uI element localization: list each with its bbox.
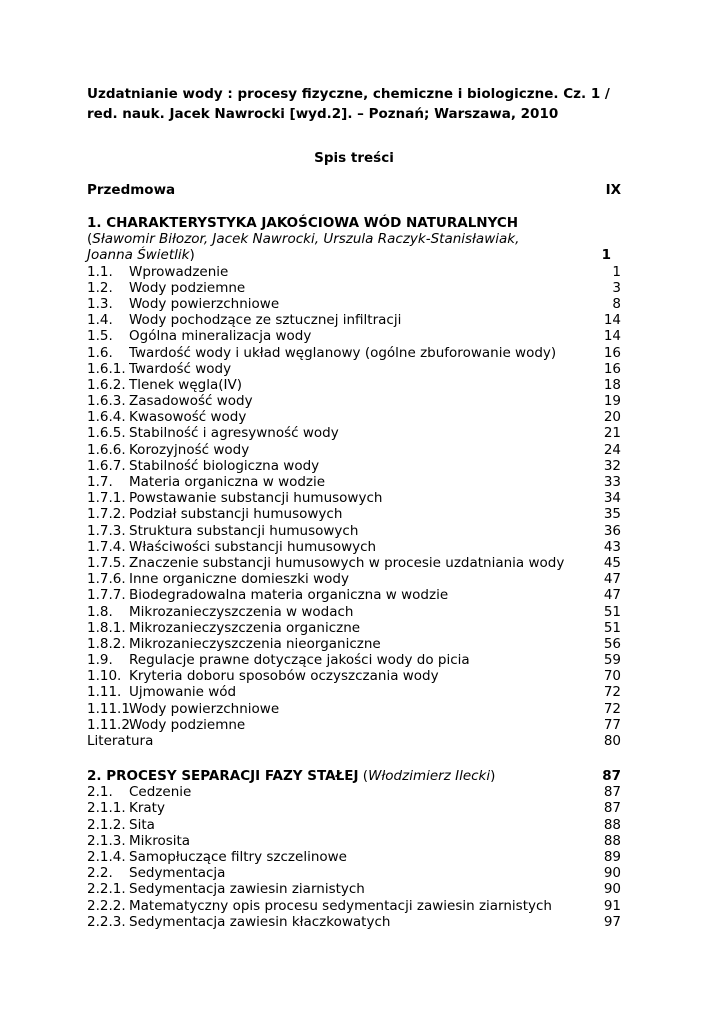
toc-entry-number: 1.8.2. xyxy=(87,635,126,652)
toc-entry-title: Samopłuczące filtry szczelinowe xyxy=(129,848,347,865)
toc-entry-title: Regulacje prawne dotyczące jakości wody do picia xyxy=(129,652,470,669)
toc-entry-title: Wody pochodzące ze sztucznej infiltracji xyxy=(129,312,402,329)
toc-entry-title: Twardość wody xyxy=(129,360,232,377)
toc-entry-number: 2.1.2. xyxy=(87,816,126,833)
toc-entry xyxy=(87,377,621,393)
toc-entry-number: 1.6.1. xyxy=(87,360,126,377)
toc-entry-title: Sita xyxy=(129,816,155,833)
toc-entry-title: Znaczenie substancji humusowych w procesie uzdatniania wody xyxy=(129,554,565,571)
toc-entry xyxy=(87,898,621,914)
toc-entry-number: 1.6. xyxy=(87,344,113,361)
toc-entry-number: 2.2.2. xyxy=(87,897,126,914)
preface-entry xyxy=(87,182,621,198)
toc-entry-title: Ogólna mineralizacja wody xyxy=(129,328,312,345)
toc-entry-title: Kraty xyxy=(129,800,165,817)
toc-entry-page: 91 xyxy=(603,897,621,914)
toc-entry-number: 2.2. xyxy=(87,865,113,882)
toc-entry-title: Mikrozanieczyszczenia nieorganiczne xyxy=(129,635,381,652)
toc-entry xyxy=(87,800,621,816)
toc-entry-page: 45 xyxy=(603,554,621,571)
toc-entry-number: 2.1.4. xyxy=(87,848,126,865)
toc-entry xyxy=(87,280,621,296)
toc-entry-number: 1.7.6. xyxy=(87,571,126,588)
chapter-1-items xyxy=(87,264,621,733)
toc-entry-page: 87 xyxy=(603,784,621,801)
bibliographic-header xyxy=(87,84,621,124)
toc-entry-number: 1.9. xyxy=(87,652,113,669)
toc-entry-title: Struktura substancji humusowych xyxy=(129,522,359,539)
literature-page: 80 xyxy=(603,733,621,749)
toc-entry-page: 90 xyxy=(603,865,621,882)
toc-entry xyxy=(87,345,621,361)
toc-entry-page: 36 xyxy=(603,522,621,539)
toc-entry xyxy=(87,865,621,881)
toc-entry xyxy=(87,425,621,441)
chapter-1-literature xyxy=(87,733,621,749)
toc-entry xyxy=(87,717,621,733)
toc-entry-number: 1.7.2. xyxy=(87,506,126,523)
toc-entry-page: 89 xyxy=(603,848,621,865)
paren-open: ( xyxy=(87,231,93,248)
toc-entry xyxy=(87,555,621,571)
toc-entry-page: 19 xyxy=(603,393,621,410)
toc-entry-number: 2.1.3. xyxy=(87,832,126,849)
header-line-2: red. nauk. Jacek Nawrocki [wyd.2]. – Poznań; Warszawa, 2010 xyxy=(87,106,559,122)
toc-entry-number: 1.7.5. xyxy=(87,554,126,571)
toc-entry-page: 3 xyxy=(612,279,621,296)
toc-entry-page: 87 xyxy=(603,800,621,817)
toc-entry xyxy=(87,442,621,458)
toc-entry xyxy=(87,914,621,930)
toc-entry-page: 16 xyxy=(603,360,621,377)
toc-entry-title: Sedymentacja zawiesin kłaczkowatych xyxy=(129,913,391,930)
toc-entry xyxy=(87,620,621,636)
toc-entry-page: 24 xyxy=(603,441,621,458)
chapter-2-page: 87 xyxy=(602,768,621,784)
toc-entry-title: Materia organiczna w wodzie xyxy=(129,474,326,490)
toc-entry-title: Sedymentacja zawiesin ziarnistych xyxy=(129,881,365,898)
toc-entry-page: 20 xyxy=(603,409,621,426)
toc-entry xyxy=(87,849,621,865)
toc-entry xyxy=(87,668,621,684)
toc-entry-title: Wprowadzenie xyxy=(129,263,229,280)
toc-entry xyxy=(87,506,621,522)
toc-entry-page: 47 xyxy=(603,587,621,604)
paren-open: ( xyxy=(358,768,369,784)
toc-entry xyxy=(87,474,621,490)
toc-entry-number: 1.5. xyxy=(87,328,113,345)
toc-entry xyxy=(87,458,621,474)
chapter-2-items xyxy=(87,784,621,930)
toc-entry-number: 1.10. xyxy=(87,668,122,685)
toc-entry-number: 1.6.6. xyxy=(87,441,126,458)
toc-entry-page: 16 xyxy=(603,344,621,361)
toc-entry-title: Mikrozanieczyszczenia w wodach xyxy=(129,603,354,620)
toc-entry-page: 56 xyxy=(603,635,621,652)
chapter-1-authors-2: Joanna Świetlik xyxy=(87,247,190,264)
toc-entry xyxy=(87,539,621,555)
toc-entry-number: 1.7.4. xyxy=(87,538,126,555)
toc-entry-page: 72 xyxy=(603,700,621,717)
toc-title: Spis treści xyxy=(314,150,394,166)
toc-entry xyxy=(87,604,621,620)
toc-entry-page: 32 xyxy=(603,457,621,474)
toc-entry xyxy=(87,636,621,652)
toc-entry-title: Matematyczny opis procesu sedymentacji zawiesin ziarnistych xyxy=(129,897,552,914)
chapter-1-authors-line-1 xyxy=(87,231,621,247)
toc-entry-title: Wody powierzchniowe xyxy=(129,295,280,312)
preface-page: IX xyxy=(605,182,621,198)
toc-entry-page: 34 xyxy=(603,490,621,507)
chapter-2-section xyxy=(87,768,621,930)
preface-label: Przedmowa xyxy=(87,182,176,198)
toc-entry-number: 1.3. xyxy=(87,295,113,312)
toc-entry-title: Stabilność biologiczna wody xyxy=(129,457,320,474)
toc-entry xyxy=(87,312,621,328)
toc-entry xyxy=(87,264,621,280)
toc-entry xyxy=(87,817,621,833)
toc-entry-title: Inne organiczne domieszki wody xyxy=(129,571,349,588)
toc-entry xyxy=(87,328,621,344)
toc-entry-number: 1.6.2. xyxy=(87,376,126,393)
toc-entry-page: 59 xyxy=(603,652,621,669)
toc-entry-page: 51 xyxy=(603,603,621,620)
toc-entry-page: 14 xyxy=(603,328,621,345)
toc-entry-page: 43 xyxy=(603,538,621,555)
toc-entry-title: Podział substancji humusowych xyxy=(129,506,343,523)
toc-entry-page: 90 xyxy=(603,881,621,898)
toc-entry-number: 1.7.3. xyxy=(87,522,126,539)
toc-entry xyxy=(87,490,621,506)
toc-entry xyxy=(87,296,621,312)
toc-entry-number: 1.2. xyxy=(87,279,113,296)
toc-entry-title: Korozyjność wody xyxy=(129,441,250,458)
toc-entry-number: 2.2.1. xyxy=(87,881,126,898)
toc-entry-title: Wody podziemne xyxy=(129,279,246,296)
toc-entry-title: Mikrosita xyxy=(129,832,191,849)
toc-entry-number: 1.6.3. xyxy=(87,393,126,410)
toc-entry-title: Zasadowość wody xyxy=(129,393,253,410)
toc-entry-page: 97 xyxy=(603,913,621,930)
chapter-2-author: Włodzimierz Ilecki xyxy=(368,768,491,784)
toc-entry-number: 1.8.1. xyxy=(87,619,126,636)
toc-entry xyxy=(87,833,621,849)
toc-entry xyxy=(87,409,621,425)
chapter-1-authors-line-2 xyxy=(87,247,621,263)
toc-entry-page: 14 xyxy=(603,312,621,329)
toc-entry-title: Kryteria doboru sposobów oczyszczania wody xyxy=(129,668,439,685)
literature-label: Literatura xyxy=(87,733,154,749)
toc-entry-title: Tlenek węgla(IV) xyxy=(129,376,242,393)
toc-entry xyxy=(87,361,621,377)
toc-entry xyxy=(87,571,621,587)
toc-entry-number: 2.1. xyxy=(87,784,113,801)
toc-entry-title: Kwasowość wody xyxy=(129,409,247,426)
toc-entry-title: Mikrozanieczyszczenia organiczne xyxy=(129,619,361,636)
toc-entry xyxy=(87,587,621,603)
toc-entry-number: 1.11.2. xyxy=(87,716,135,733)
toc-entry-number: 1.11.1. xyxy=(87,700,135,717)
toc-entry-page: 21 xyxy=(603,425,621,442)
toc-entry-number: 1.7. xyxy=(87,474,113,490)
toc-entry-page: 70 xyxy=(603,668,621,685)
toc-entry-page: 8 xyxy=(612,295,621,312)
chapter-1-section xyxy=(87,215,621,749)
paren-close: ) xyxy=(189,247,195,264)
toc-entry-title: Ujmowanie wód xyxy=(129,684,237,701)
chapter-1-page: 1 xyxy=(601,247,611,264)
toc-entry-number: 1.1. xyxy=(87,263,113,280)
toc-entry-title: Powstawanie substancji humusowych xyxy=(129,490,383,507)
toc-entry-page: 18 xyxy=(603,376,621,393)
toc-entry-page: 51 xyxy=(603,619,621,636)
toc-entry xyxy=(87,784,621,800)
toc-entry-page: 88 xyxy=(603,832,621,849)
toc-entry-number: 1.7.7. xyxy=(87,587,126,604)
toc-entry-title: Stabilność i agresywność wody xyxy=(129,425,339,442)
toc-entry-number: 1.8. xyxy=(87,603,113,620)
header-line-1: Uzdatnianie wody : procesy fizyczne, chemiczne i biologiczne. Cz. 1 / xyxy=(87,86,610,102)
toc-entry-title: Biodegradowalna materia organiczna w wodzie xyxy=(129,587,449,604)
toc-entry-title: Wody podziemne xyxy=(129,716,246,733)
toc-entry-title: Wody powierzchniowe xyxy=(129,700,280,717)
toc-entry-title: Sedymentacja xyxy=(129,865,226,882)
toc-entry-page: 88 xyxy=(603,816,621,833)
toc-entry-number: 1.6.7. xyxy=(87,457,126,474)
toc-entry-page: 35 xyxy=(603,506,621,523)
toc-entry-number: 1.6.4. xyxy=(87,409,126,426)
toc-entry-page: 33 xyxy=(603,474,621,490)
toc-entry xyxy=(87,684,621,700)
chapter-1-title: 1. CHARAKTERYSTYKA JAKOŚCIOWA WÓD NATURALNYCH xyxy=(87,215,519,231)
toc-entry-number: 1.4. xyxy=(87,312,113,329)
toc-entry-title: Twardość wody i układ węglanowy (ogólne zbuforowanie wody) xyxy=(129,344,557,361)
toc-entry xyxy=(87,393,621,409)
chapter-2-title: 2. PROCESY SEPARACJI FAZY STAŁEJ xyxy=(87,768,359,784)
chapter-1-authors-1: Sławomir Biłozor, Jacek Nawrocki, Urszula Raczyk-Stanisławiak, xyxy=(92,231,520,248)
toc-entry-number: 1.11. xyxy=(87,684,122,701)
toc-entry xyxy=(87,523,621,539)
toc-entry-page: 47 xyxy=(603,571,621,588)
toc-entry xyxy=(87,701,621,717)
toc-entry-title: Właściwości substancji humusowych xyxy=(129,538,377,555)
toc-entry-page: 77 xyxy=(603,716,621,733)
paren-close: ) xyxy=(490,768,496,784)
toc-entry-title: Cedzenie xyxy=(129,784,192,801)
toc-entry-number: 1.6.5. xyxy=(87,425,126,442)
toc-entry xyxy=(87,881,621,897)
toc-entry-page: 72 xyxy=(603,684,621,701)
toc-entry-page: 1 xyxy=(612,263,621,280)
toc-entry xyxy=(87,652,621,668)
toc-entry-number: 2.1.1. xyxy=(87,800,126,817)
chapter-2-heading xyxy=(87,768,621,784)
toc-entry-number: 1.7.1. xyxy=(87,490,126,507)
toc-entry-number: 2.2.3. xyxy=(87,913,126,930)
